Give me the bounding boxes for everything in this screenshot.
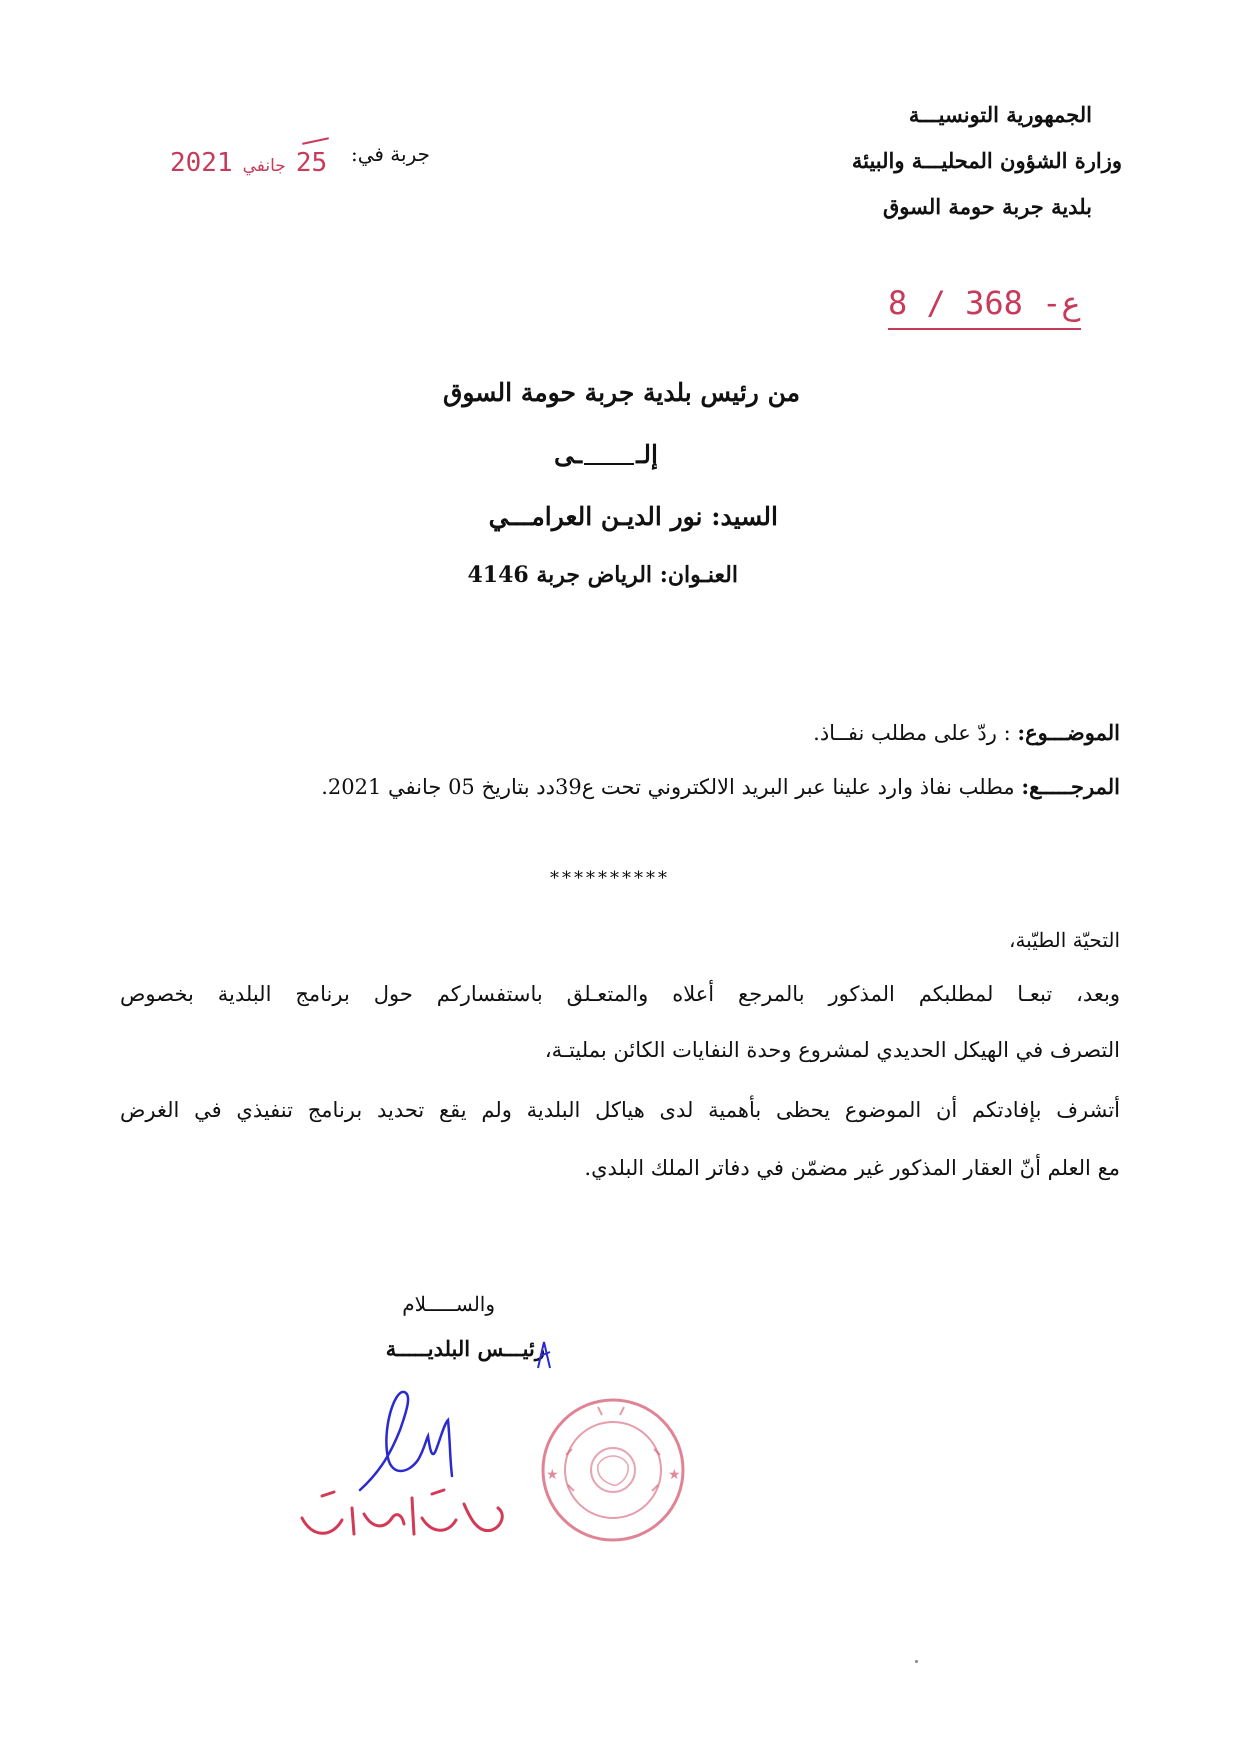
address-line [467, 562, 738, 588]
reference-label: المرجـــــع: [1021, 774, 1120, 799]
signatory-name-handwriting [292, 1478, 522, 1548]
ministry-name: وزارة الشؤون المحليـــة والبيئة [851, 148, 1122, 173]
date-label: جربة في: [350, 142, 430, 166]
paragraph2-line2: مع العلم أنّ العقار المذكور غير مضمّن في دفاتر الملك البلدي. [584, 1156, 1120, 1180]
subject-text: : ردّ على مطلب نفــاذ. [813, 721, 1011, 745]
subject-label: الموضـــوع: [1017, 720, 1120, 745]
scan-speck [915, 1660, 918, 1663]
letterhead [702, 92, 1122, 230]
reference-text: مطلب نفاذ وارد علينا عبر البريد الالكتروني تحت ع39دد بتاريخ 05 جانفي 2021. [321, 775, 1015, 799]
to-line [554, 440, 658, 469]
date-year: 2021 [170, 148, 233, 178]
address-label: العنـوان: [659, 562, 738, 588]
greeting: التحيّة الطيّبة، [1008, 928, 1120, 952]
paragraph2-line1: أتشرف بإفادتكم أن الموضوع يحظى بأهمية لدى هياكل البلدية ولم يقع تحديد برنامج تنفيذي في الغرض [120, 1098, 1120, 1122]
to-suffix: ـى [553, 440, 583, 469]
official-seal [538, 1395, 688, 1545]
municipality-name: بلدية جربة حومة السوق [883, 194, 1092, 219]
svg-text:★: ★ [546, 1467, 559, 1483]
svg-text:★: ★ [668, 1467, 681, 1483]
from-line: من رئيس بلدية جربة حومة السوق [442, 378, 800, 407]
initial-mark-icon [534, 1340, 554, 1370]
date-day: 25 [295, 148, 328, 178]
reference-number-stamp [888, 284, 1081, 322]
reference-underline [888, 328, 1081, 330]
reference-line [321, 774, 1120, 799]
reference-number: ع- 368 / 8 [888, 284, 1081, 322]
recipient-line [489, 502, 778, 531]
kashida-extension [584, 449, 634, 465]
address-value: الرياض جربة 4146 [467, 562, 653, 588]
paragraph1-line2: التصرف في الهيكل الحديدي لمشروع وحدة النفايات الكائن بمليتـة، [544, 1038, 1120, 1062]
recipient-name: نور الديـن العرامـــي [488, 502, 703, 531]
subject-line [813, 720, 1120, 745]
recipient-label: السيد: [711, 502, 778, 531]
separator-stars: ********** [550, 868, 670, 889]
republic-name: الجمهورية التونسيـــة [908, 102, 1092, 127]
date-stamp [170, 148, 327, 178]
to-prefix: إلـ [636, 440, 658, 469]
date-month: جانفي [242, 156, 286, 176]
signatory-title: رئيـــس البلديـــــة [385, 1336, 545, 1361]
paragraph1-line1: وبعد، تبعـا لمطلبكم المذكور بالمرجع أعلاه والمتعـلق باستفساركم حول برنامج البلدية بخصوص [120, 982, 1120, 1006]
closing-salutation: والســـــلام [402, 1292, 495, 1316]
